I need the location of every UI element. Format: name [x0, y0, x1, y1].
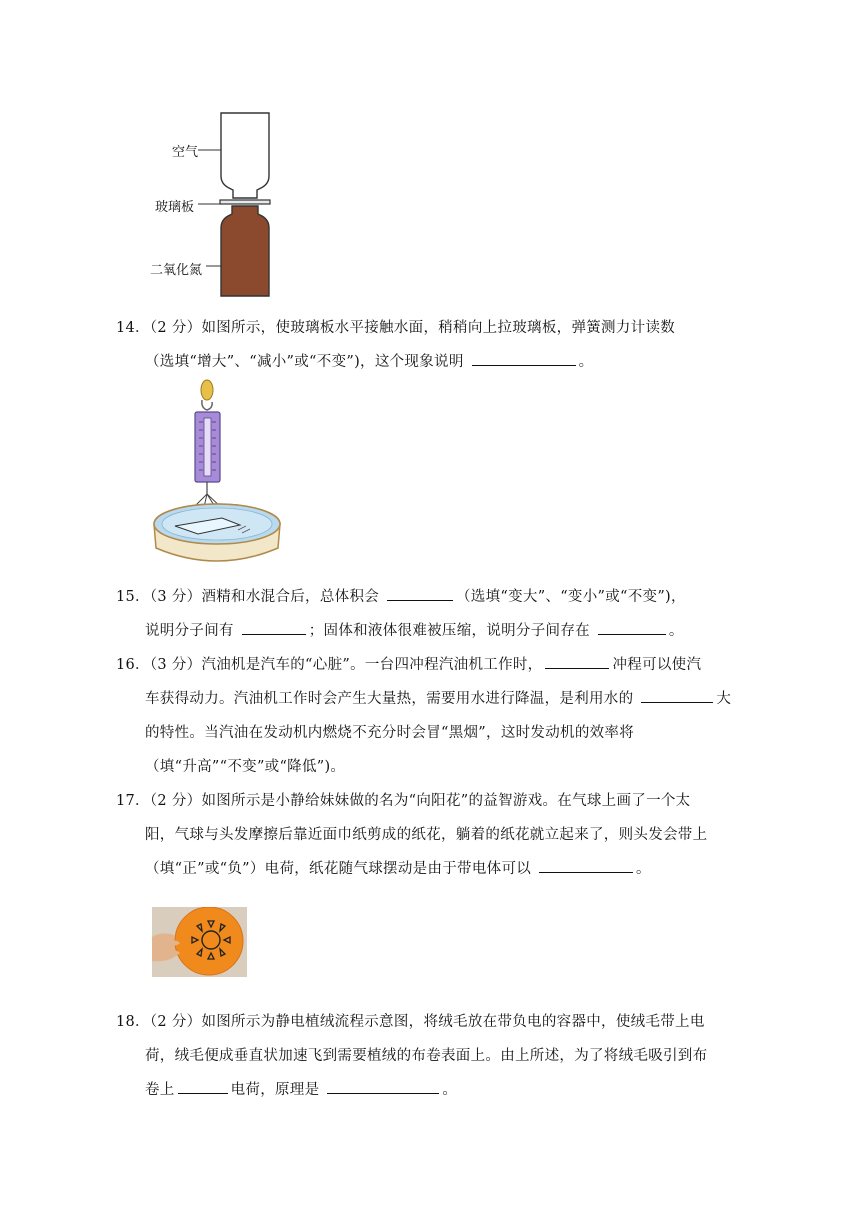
answer-blank[interactable]	[178, 1079, 228, 1094]
question-score: （2 分）	[149, 793, 202, 809]
question-text: 。	[578, 354, 594, 370]
question-text: （填“正”或“负”）电荷，纸花随气球摆动是由于带电体可以	[145, 861, 532, 877]
question-text: 的特性。当汽油在发动机内燃烧不充分时会冒“黑烟”，这时发动机的效率将	[145, 725, 635, 741]
question-text: （选填“变大”、“变小”或“不变”)，	[455, 589, 686, 605]
question-text: 说明分子间有	[145, 623, 234, 639]
question-text: 。	[442, 1082, 458, 1098]
question-text: 。	[635, 861, 651, 877]
answer-blank[interactable]	[387, 586, 453, 601]
answer-blank[interactable]	[539, 858, 633, 873]
answer-blank[interactable]	[545, 654, 609, 669]
question-text: 电荷，原理是	[230, 1082, 320, 1098]
question-text: ；固体和液体很难被压缩，说明分子间存在	[308, 623, 590, 639]
question-number: 16．	[116, 657, 150, 673]
question-text: 阳，气球与头发摩擦后靠近面巾纸剪成的纸花，躺着的纸花就立起来了，则头发会带上	[145, 827, 708, 843]
answer-blank[interactable]	[641, 688, 713, 703]
question-number: 15．	[116, 589, 150, 605]
answer-blank[interactable]	[598, 620, 666, 635]
question-text: （填“升高”“不变”或“降低”)。	[145, 759, 346, 775]
question-text: 大	[716, 691, 732, 707]
question-text: （选填“增大”、“减小”或“不变”)，这个现象说明	[145, 354, 464, 370]
answer-blank[interactable]	[472, 351, 576, 366]
question-number: 17．	[116, 793, 150, 809]
answer-blank[interactable]	[327, 1079, 439, 1094]
question-text: 。	[668, 623, 684, 639]
question-text: 车获得动力。汽油机工作时会产生大量热，需要用水进行降温，是利用水的	[145, 691, 634, 707]
gas-diffusion-figure	[150, 108, 280, 303]
question-score: （2 分）	[149, 320, 202, 336]
question-text: 酒精和水混合后，总体积会	[201, 589, 380, 605]
question-score: （3 分）	[149, 589, 202, 605]
question-score: （2 分）	[149, 1014, 202, 1030]
question-text: 如图所示，使玻璃板水平接触水面，稍稍向上拉玻璃板，弹簧测力计读数	[201, 320, 676, 336]
question-text: 汽油机是汽车的“心脏”。一台四冲程汽油机工作时，	[201, 657, 543, 673]
question-text: 卷上	[145, 1082, 175, 1098]
question-number: 14．	[116, 320, 150, 336]
balloon-sun-drawing	[152, 907, 247, 977]
question-score: （3 分）	[149, 657, 202, 673]
label-glass-plate: 玻璃板	[155, 200, 195, 215]
balloon-photo	[152, 907, 247, 977]
question-text: 荷，绒毛便成垂直状加速飞到需要植绒的布卷表面上。由上所述，为了将绒毛吸引到布	[145, 1048, 708, 1064]
label-nitrogen-dioxide: 二氧化氮	[150, 263, 203, 278]
spring-scale-figure	[150, 378, 285, 568]
question-text: 如图所示为静电植绒流程示意图，将绒毛放在带负电的容器中，使绒毛带上电	[201, 1014, 705, 1030]
label-air: 空气	[172, 145, 199, 160]
spring-scale-drawing	[150, 378, 285, 568]
answer-blank[interactable]	[242, 620, 306, 635]
question-text: 冲程可以使汽	[612, 657, 702, 673]
question-text: 如图所示是小静给妹妹做的名为“向阳花”的益智游戏。在气球上画了一个太	[201, 793, 691, 809]
question-number: 18．	[116, 1014, 150, 1030]
